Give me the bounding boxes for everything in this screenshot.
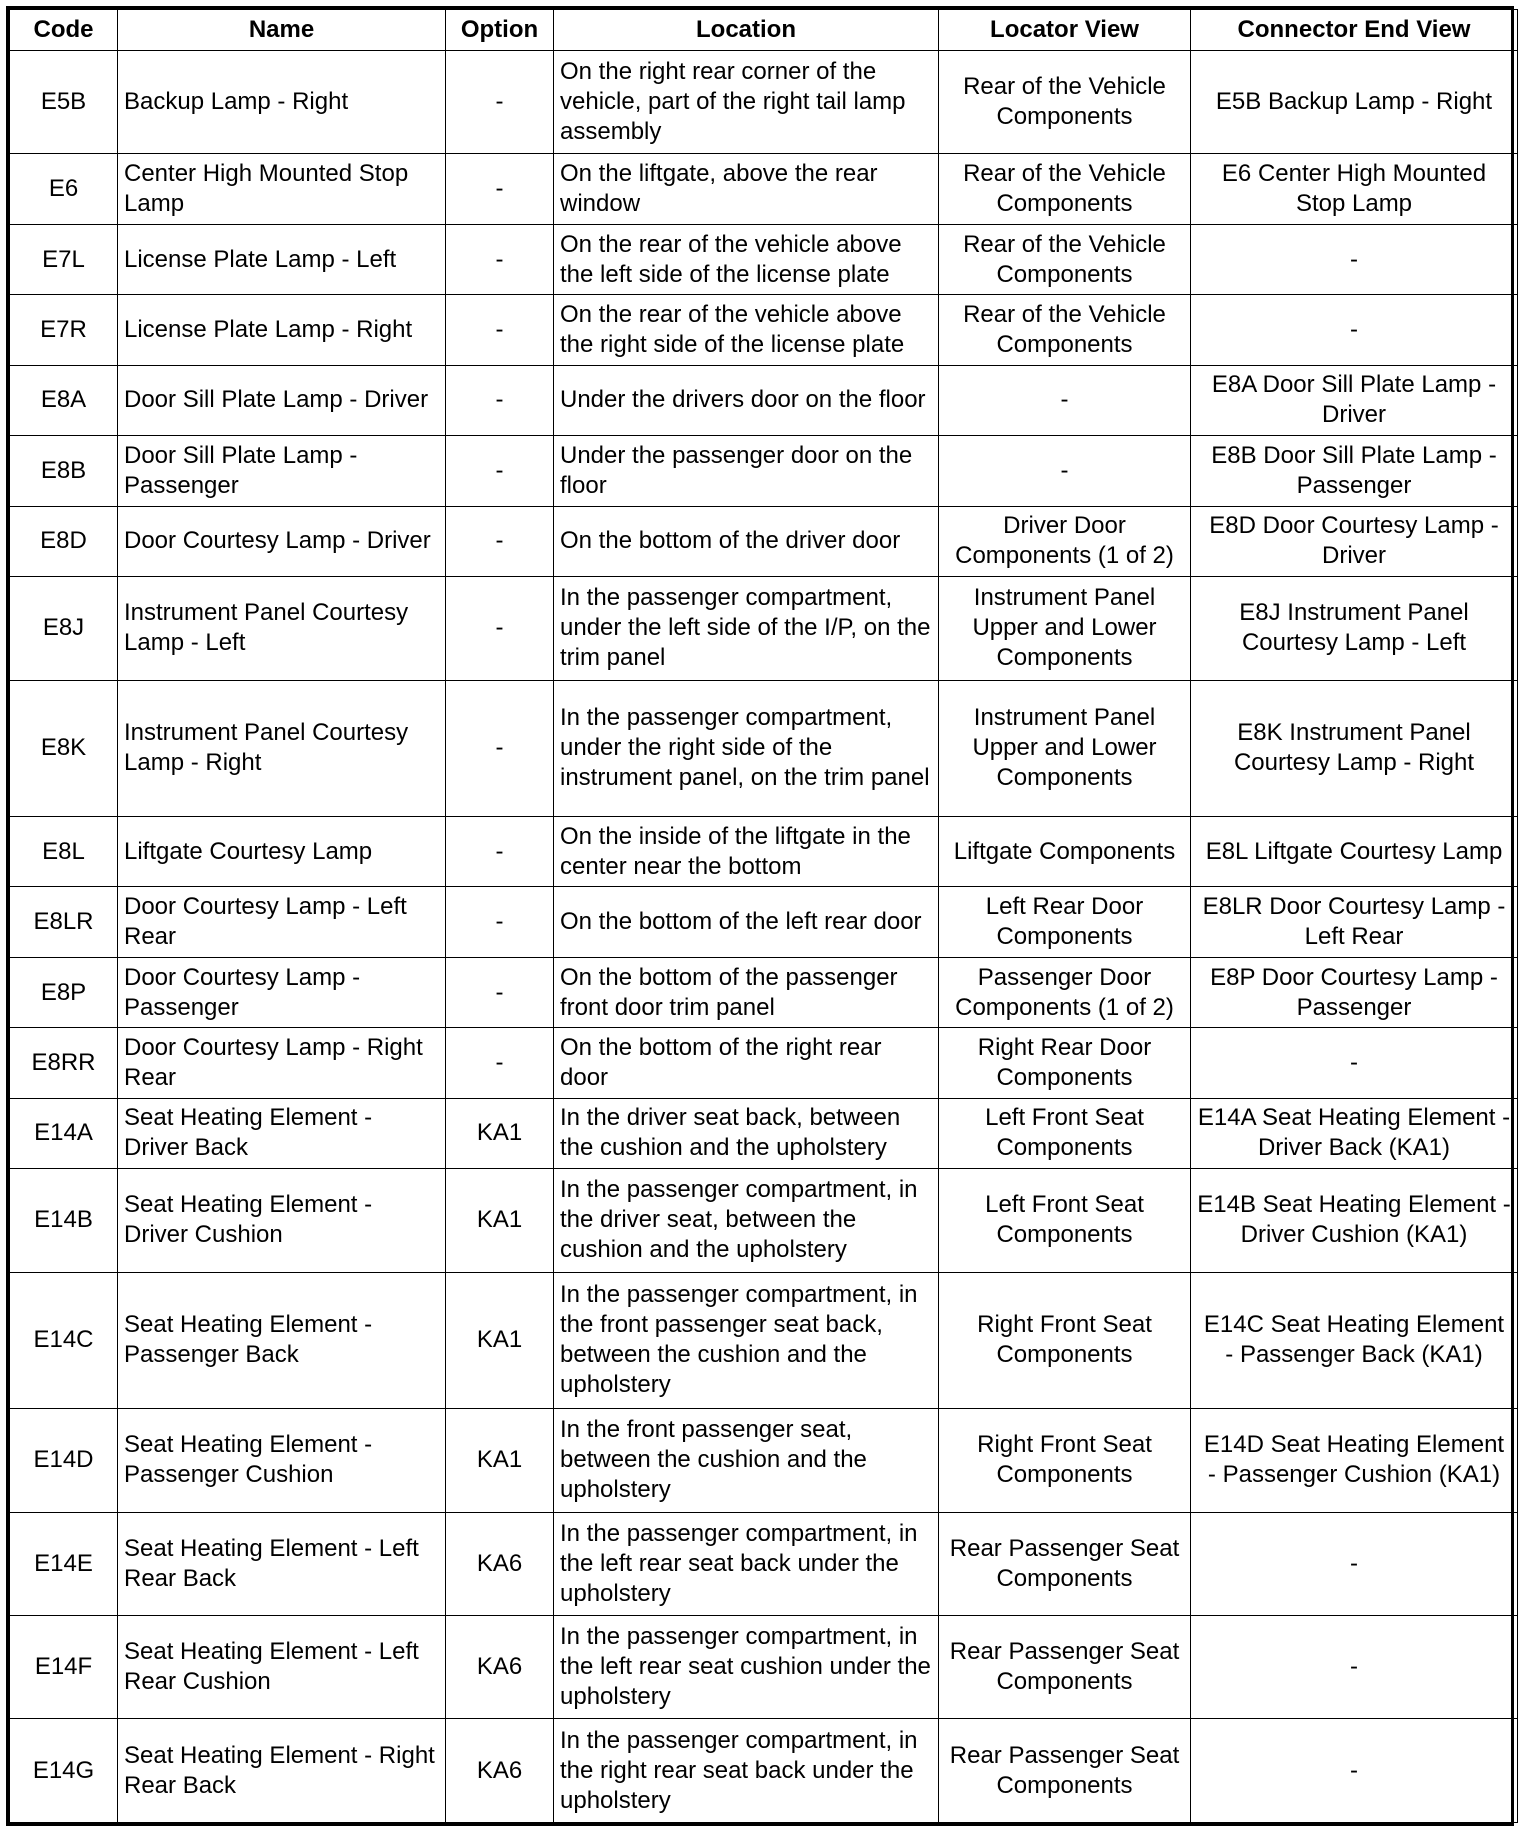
location-cell: On the bottom of the passenger front door trim panel — [554, 957, 939, 1027]
name-cell: Instrument Panel Courtesy Lamp - Right — [118, 680, 446, 816]
code-cell: E8LR — [10, 887, 118, 957]
location-cell: In the passenger compartment, in the right rear seat back under the upholstery — [554, 1719, 939, 1823]
table-row — [10, 1028, 1518, 1098]
connector-end-view-cell: - — [1191, 1028, 1518, 1098]
name-cell: License Plate Lamp - Left — [118, 224, 446, 294]
code-cell: E14A — [10, 1098, 118, 1168]
location-cell: Under the drivers door on the floor — [554, 365, 939, 435]
code-cell: E8P — [10, 957, 118, 1027]
code-cell: E8J — [10, 577, 118, 680]
code-cell: E14B — [10, 1169, 118, 1272]
name-cell: Instrument Panel Courtesy Lamp - Left — [118, 577, 446, 680]
option-cell: - — [446, 506, 554, 576]
locator-view-cell: Right Front Seat Components — [939, 1409, 1191, 1512]
locator-view-cell: Rear of the Vehicle Components — [939, 51, 1191, 154]
name-cell: Door Courtesy Lamp - Passenger — [118, 957, 446, 1027]
code-cell: E8B — [10, 436, 118, 506]
name-cell: Door Courtesy Lamp - Right Rear — [118, 1028, 446, 1098]
name-cell: Seat Heating Element - Passenger Cushion — [118, 1409, 446, 1512]
header-option: Option — [446, 10, 554, 51]
locator-view-cell: Rear of the Vehicle Components — [939, 154, 1191, 224]
locator-view-cell: Rear Passenger Seat Components — [939, 1616, 1191, 1719]
location-cell: In the driver seat back, between the cushion and the upholstery — [554, 1098, 939, 1168]
location-cell: On the bottom of the left rear door — [554, 887, 939, 957]
connector-end-view-cell: E8A Door Sill Plate Lamp - Driver — [1191, 365, 1518, 435]
code-cell: E14C — [10, 1272, 118, 1408]
locator-view-cell: Left Front Seat Components — [939, 1169, 1191, 1272]
option-cell: - — [446, 577, 554, 680]
component-locator-table — [9, 9, 1518, 1823]
location-cell: In the passenger compartment, in the front passenger seat back, between the cushion and the upholstery — [554, 1272, 939, 1408]
locator-view-cell: Instrument Panel Upper and Lower Components — [939, 577, 1191, 680]
table-row — [10, 365, 1518, 435]
table-row — [10, 577, 1518, 680]
table-row — [10, 51, 1518, 154]
connector-end-view-cell: E8J Instrument Panel Courtesy Lamp - Left — [1191, 577, 1518, 680]
connector-end-view-cell: - — [1191, 1719, 1518, 1823]
option-cell: KA1 — [446, 1409, 554, 1512]
locator-view-cell: Rear Passenger Seat Components — [939, 1719, 1191, 1823]
locator-view-cell: Rear of the Vehicle Components — [939, 295, 1191, 365]
option-cell: - — [446, 957, 554, 1027]
connector-end-view-cell: E6 Center High Mounted Stop Lamp — [1191, 154, 1518, 224]
connector-end-view-cell: E14A Seat Heating Element - Driver Back (KA1) — [1191, 1098, 1518, 1168]
name-cell: Seat Heating Element - Driver Cushion — [118, 1169, 446, 1272]
connector-end-view-cell: - — [1191, 1512, 1518, 1615]
option-cell: - — [446, 224, 554, 294]
option-cell: - — [446, 436, 554, 506]
locator-view-cell: Left Rear Door Components — [939, 887, 1191, 957]
name-cell: Liftgate Courtesy Lamp — [118, 817, 446, 887]
location-cell: In the passenger compartment, in the driver seat, between the cushion and the upholstery — [554, 1169, 939, 1272]
connector-end-view-cell: E14D Seat Heating Element - Passenger Cushion (KA1) — [1191, 1409, 1518, 1512]
connector-end-view-cell: - — [1191, 1616, 1518, 1719]
code-cell: E14F — [10, 1616, 118, 1719]
name-cell: Seat Heating Element - Passenger Back — [118, 1272, 446, 1408]
table-row — [10, 506, 1518, 576]
location-cell: In the passenger compartment, in the left rear seat back under the upholstery — [554, 1512, 939, 1615]
option-cell: - — [446, 365, 554, 435]
connector-end-view-cell: - — [1191, 224, 1518, 294]
location-cell: On the rear of the vehicle above the right side of the license plate — [554, 295, 939, 365]
option-cell: KA6 — [446, 1719, 554, 1823]
table-row — [10, 224, 1518, 294]
connector-end-view-cell: E5B Backup Lamp - Right — [1191, 51, 1518, 154]
location-cell: On the inside of the liftgate in the center near the bottom — [554, 817, 939, 887]
code-cell: E8K — [10, 680, 118, 816]
name-cell: License Plate Lamp - Right — [118, 295, 446, 365]
location-cell: Under the passenger door on the floor — [554, 436, 939, 506]
location-cell: On the rear of the vehicle above the left side of the license plate — [554, 224, 939, 294]
location-cell: In the front passenger seat, between the cushion and the upholstery — [554, 1409, 939, 1512]
header-name: Name — [118, 10, 446, 51]
connector-end-view-cell: E14B Seat Heating Element - Driver Cushion (KA1) — [1191, 1169, 1518, 1272]
table-row — [10, 1719, 1518, 1823]
table-row — [10, 1272, 1518, 1408]
locator-view-cell: Instrument Panel Upper and Lower Components — [939, 680, 1191, 816]
option-cell: KA6 — [446, 1616, 554, 1719]
code-cell: E8RR — [10, 1028, 118, 1098]
code-cell: E5B — [10, 51, 118, 154]
location-cell: In the passenger compartment, under the right side of the instrument panel, on the trim panel — [554, 680, 939, 816]
option-cell: - — [446, 887, 554, 957]
code-cell: E14E — [10, 1512, 118, 1615]
name-cell: Seat Heating Element - Right Rear Back — [118, 1719, 446, 1823]
table-row — [10, 1098, 1518, 1168]
table-row — [10, 436, 1518, 506]
connector-end-view-cell: E8D Door Courtesy Lamp - Driver — [1191, 506, 1518, 576]
option-cell: - — [446, 295, 554, 365]
table-row — [10, 887, 1518, 957]
table-row — [10, 1512, 1518, 1615]
locator-view-cell: Passenger Door Components (1 of 2) — [939, 957, 1191, 1027]
name-cell: Door Courtesy Lamp - Driver — [118, 506, 446, 576]
code-cell: E8A — [10, 365, 118, 435]
option-cell: KA1 — [446, 1272, 554, 1408]
code-cell: E6 — [10, 154, 118, 224]
component-locator-table-frame — [6, 6, 1514, 1826]
location-cell: On the bottom of the right rear door — [554, 1028, 939, 1098]
table-body — [10, 51, 1518, 1823]
name-cell: Seat Heating Element - Driver Back — [118, 1098, 446, 1168]
table-row — [10, 154, 1518, 224]
locator-view-cell: Liftgate Components — [939, 817, 1191, 887]
location-cell: In the passenger compartment, in the left rear seat cushion under the upholstery — [554, 1616, 939, 1719]
code-cell: E7R — [10, 295, 118, 365]
name-cell: Door Sill Plate Lamp - Passenger — [118, 436, 446, 506]
header-connector-end-view: Connector End View — [1191, 10, 1518, 51]
option-cell: - — [446, 817, 554, 887]
code-cell: E14D — [10, 1409, 118, 1512]
option-cell: - — [446, 51, 554, 154]
table-row — [10, 817, 1518, 887]
location-cell: In the passenger compartment, under the left side of the I/P, on the trim panel — [554, 577, 939, 680]
name-cell: Seat Heating Element - Left Rear Back — [118, 1512, 446, 1615]
code-cell: E14G — [10, 1719, 118, 1823]
option-cell: KA1 — [446, 1098, 554, 1168]
option-cell: - — [446, 154, 554, 224]
connector-end-view-cell: E8L Liftgate Courtesy Lamp — [1191, 817, 1518, 887]
locator-view-cell: Rear Passenger Seat Components — [939, 1512, 1191, 1615]
locator-view-cell: Right Rear Door Components — [939, 1028, 1191, 1098]
connector-end-view-cell: - — [1191, 295, 1518, 365]
option-cell: KA6 — [446, 1512, 554, 1615]
table-row — [10, 1169, 1518, 1272]
option-cell: KA1 — [446, 1169, 554, 1272]
option-cell: - — [446, 680, 554, 816]
name-cell: Door Sill Plate Lamp - Driver — [118, 365, 446, 435]
table-row — [10, 1409, 1518, 1512]
header-location: Location — [554, 10, 939, 51]
connector-end-view-cell: E8K Instrument Panel Courtesy Lamp - Right — [1191, 680, 1518, 816]
location-cell: On the bottom of the driver door — [554, 506, 939, 576]
header-code: Code — [10, 10, 118, 51]
header-row — [10, 10, 1518, 51]
name-cell: Door Courtesy Lamp - Left Rear — [118, 887, 446, 957]
locator-view-cell: - — [939, 365, 1191, 435]
code-cell: E8D — [10, 506, 118, 576]
table-row — [10, 295, 1518, 365]
name-cell: Center High Mounted Stop Lamp — [118, 154, 446, 224]
location-cell: On the liftgate, above the rear window — [554, 154, 939, 224]
connector-end-view-cell: E8B Door Sill Plate Lamp - Passenger — [1191, 436, 1518, 506]
locator-view-cell: - — [939, 436, 1191, 506]
code-cell: E8L — [10, 817, 118, 887]
locator-view-cell: Rear of the Vehicle Components — [939, 224, 1191, 294]
name-cell: Seat Heating Element - Left Rear Cushion — [118, 1616, 446, 1719]
name-cell: Backup Lamp - Right — [118, 51, 446, 154]
table-row — [10, 957, 1518, 1027]
option-cell: - — [446, 1028, 554, 1098]
connector-end-view-cell: E14C Seat Heating Element - Passenger Back (KA1) — [1191, 1272, 1518, 1408]
header-locator-view: Locator View — [939, 10, 1191, 51]
connector-end-view-cell: E8LR Door Courtesy Lamp - Left Rear — [1191, 887, 1518, 957]
table-row — [10, 680, 1518, 816]
locator-view-cell: Right Front Seat Components — [939, 1272, 1191, 1408]
connector-end-view-cell: E8P Door Courtesy Lamp - Passenger — [1191, 957, 1518, 1027]
locator-view-cell: Left Front Seat Components — [939, 1098, 1191, 1168]
code-cell: E7L — [10, 224, 118, 294]
table-row — [10, 1616, 1518, 1719]
locator-view-cell: Driver Door Components (1 of 2) — [939, 506, 1191, 576]
location-cell: On the right rear corner of the vehicle, part of the right tail lamp assembly — [554, 51, 939, 154]
